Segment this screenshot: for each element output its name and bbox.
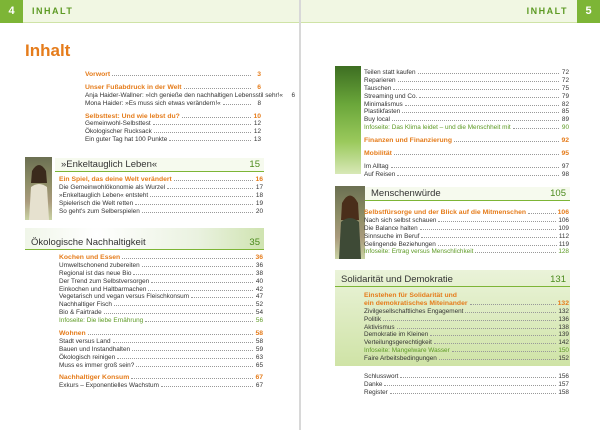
toc-entry-title: Nachhaltiger Konsum	[59, 374, 130, 382]
section-title: Menschenwürde	[371, 188, 441, 199]
toc-entry[interactable]	[59, 262, 263, 270]
toc-entry-page: 42	[255, 285, 263, 293]
toc-leader-dots	[419, 93, 559, 98]
toc-entry[interactable]	[364, 248, 569, 256]
toc-entry[interactable]	[59, 200, 263, 208]
toc-entry[interactable]	[364, 308, 569, 316]
left-page	[0, 0, 299, 430]
toc-entry[interactable]	[85, 84, 261, 92]
toc-entry-page: 97	[561, 162, 569, 170]
toc-entry-title: Plastikfasten	[364, 108, 401, 116]
toc-entry[interactable]	[59, 309, 263, 317]
toc-leader-dots	[418, 69, 559, 74]
section-heading-oekologisch	[25, 236, 264, 250]
toc-entry[interactable]	[364, 316, 569, 324]
toc-entry[interactable]	[364, 339, 569, 347]
toc-entry[interactable]	[59, 270, 263, 278]
toc-entry-page: 59	[255, 345, 263, 353]
toc-entry-title: Buy local	[364, 116, 390, 124]
section-page: 35	[249, 237, 260, 248]
section-heading-solidaritaet	[335, 273, 570, 287]
toc-intro-list	[85, 71, 295, 144]
toc-entry[interactable]	[59, 301, 263, 309]
toc-entry-title: Infoseite: Das Klima leidet – und die Menschheit mit	[364, 124, 511, 132]
toc-entry-title: Im Alltag	[364, 162, 389, 170]
section-page: 131	[550, 274, 566, 285]
toc-entry-page: 156	[558, 373, 569, 380]
toc-entry-title: Ökologisch reinigen	[59, 353, 116, 361]
toc-entry-page: 82	[561, 100, 569, 108]
toc-entry-title: Regional ist das neue Bio	[59, 269, 132, 277]
section-heading-enkeltauglich	[55, 158, 264, 172]
toc-entry-page: 67	[255, 374, 263, 382]
toc-entry-page: 106	[557, 209, 569, 216]
toc-entry[interactable]	[59, 208, 263, 216]
toc-entry-page: 67	[255, 382, 263, 390]
toc-entry-page: 158	[558, 388, 569, 396]
toc-entry[interactable]	[85, 113, 261, 121]
toc-entry-page: 98	[561, 170, 569, 178]
toc-leader-dots	[383, 316, 556, 321]
toc-leader-dots	[438, 217, 556, 222]
toc-leader-dots	[454, 137, 559, 142]
toc-entry-title: »Enkeltauglich Leben« entsteht	[59, 191, 149, 199]
toc-entry[interactable]	[59, 338, 263, 346]
toc-entry[interactable]	[364, 85, 569, 93]
toc-entry[interactable]	[85, 91, 295, 100]
toc-entry-page: 150	[558, 347, 569, 355]
toc-leader-dots	[135, 200, 253, 205]
toc-entry-page: 157	[558, 380, 569, 388]
toc-entry-title: Reparieren	[364, 76, 396, 84]
toc-entry-page: 16	[255, 176, 263, 183]
toc-leader-dots	[117, 354, 253, 359]
toc-leader-dots	[397, 324, 557, 329]
toc-entry[interactable]	[364, 217, 569, 225]
toc-leader-dots	[475, 248, 556, 253]
toc-leader-dots	[151, 278, 253, 283]
toc-entry-page: 72	[561, 69, 569, 76]
toc-entry-title: Mobilität	[364, 150, 392, 158]
toc-entry-page: 17	[255, 183, 263, 191]
toc-leader-dots	[223, 100, 251, 105]
toc-entry[interactable]	[364, 209, 569, 217]
page-number: 5	[577, 0, 600, 23]
toc-leader-dots	[430, 331, 556, 336]
toc-leader-dots	[150, 192, 253, 197]
toc-leader-dots	[390, 389, 557, 394]
toc-entry-title: Infoseite: Mangelware Wasser	[364, 347, 450, 355]
toc-leader-dots	[114, 301, 253, 306]
page-title: Inhalt	[25, 41, 71, 60]
toc-entry-title: Nachhaltiger Fisch	[59, 301, 112, 309]
toc-entry-title: Muss es immer groß sein?	[59, 361, 135, 369]
toc-entry-page: 6	[291, 91, 295, 99]
toc-entry[interactable]	[364, 108, 569, 116]
toc-entry-page: 18	[255, 191, 263, 199]
toc-entry[interactable]	[364, 101, 569, 109]
toc-entry-title: Einkochen und Haltbarmachen	[59, 285, 147, 293]
toc-entry[interactable]	[364, 171, 569, 179]
toc-entry-title: Die Gemeinwohlökonomie als Wurzel	[59, 183, 166, 191]
toc-leader-dots	[391, 163, 559, 168]
toc-solidaritaet-block	[364, 292, 569, 363]
toc-leader-dots	[400, 373, 556, 378]
toc-entry-title: Gemeinwohl-Selbsttest	[85, 120, 151, 128]
toc-entry-page: 10	[253, 112, 261, 120]
toc-leader-dots	[161, 382, 253, 387]
toc-entry-title: Selbsttest: Und wie lebst du?	[85, 112, 180, 120]
person-photo	[335, 186, 365, 259]
toc-entry-title: Stadt versus Land	[59, 337, 111, 345]
header-title: INHALT	[32, 6, 74, 16]
toc-leader-dots	[132, 346, 253, 351]
toc-entry-page: 142	[558, 339, 569, 347]
toc-entry-title: Schlusswort	[364, 373, 399, 380]
section-title: »Enkeltauglich Leben«	[61, 159, 158, 170]
toc-leader-dots	[182, 113, 251, 118]
toc-leader-dots	[392, 116, 559, 121]
toc-entry[interactable]	[364, 324, 569, 332]
toc-entry[interactable]	[59, 374, 263, 382]
section-page: 15	[249, 159, 260, 170]
toc-leader-dots	[465, 308, 556, 313]
toc-enkeltauglich-list	[59, 176, 263, 215]
toc-entry-page: 132	[558, 307, 569, 315]
toc-leader-dots	[113, 338, 253, 343]
toc-entry-title: Exkurs – Exponentielles Wachstum	[59, 382, 159, 390]
toc-leader-dots	[513, 124, 559, 129]
toc-entry-title: Finanzen und Finanzierung	[364, 137, 452, 145]
toc-entry-page: 95	[561, 150, 569, 158]
toc-entry-page: 36	[255, 254, 263, 261]
toc-entry-page: 54	[255, 309, 263, 317]
toc-entry-title: Infoseite: Die liebe Ernährung	[59, 317, 144, 325]
toc-leader-dots	[145, 317, 253, 322]
toc-heading-line: Einstehen für Solidarität und	[364, 292, 457, 299]
toc-entry-page: 92	[561, 137, 569, 145]
toc-leader-dots	[131, 374, 253, 379]
toc-entry-page: 6	[257, 83, 261, 91]
toc-entry[interactable]	[59, 176, 263, 184]
toc-entry-title: Kochen und Essen	[59, 254, 121, 261]
page-header	[0, 0, 299, 23]
toc-leader-dots	[142, 208, 253, 213]
toc-entry-title: Spielerisch die Welt retten	[59, 199, 134, 207]
toc-entry-title: Ökologischer Rucksack	[85, 128, 152, 136]
toc-end-list	[364, 373, 569, 397]
section-title: Ökologische Nachhaltigkeit	[31, 237, 146, 248]
toc-entry[interactable]	[364, 163, 569, 171]
toc-entry-page: 65	[255, 361, 263, 369]
toc-entry-title: So geht's zum Selberspielen	[59, 207, 140, 215]
toc-entry[interactable]	[85, 128, 261, 136]
toc-entry-title: Minimalismus	[364, 100, 403, 108]
toc-entry-page: 40	[255, 277, 263, 285]
toc-konsum-list	[364, 69, 569, 179]
toc-entry-page: 85	[561, 108, 569, 116]
toc-leader-dots	[393, 85, 559, 90]
toc-entry-title: Auf Reisen	[364, 170, 396, 178]
toc-entry[interactable]	[59, 286, 263, 294]
section-page: 105	[550, 188, 566, 199]
toc-leader-dots	[153, 120, 251, 125]
toc-entry-title: Aktivismus	[364, 323, 395, 331]
toc-entry-page: 119	[558, 240, 569, 248]
grass-photo	[335, 66, 361, 174]
toc-entry-page: 136	[558, 315, 569, 323]
toc-entry-page: 89	[561, 116, 569, 124]
toc-entry[interactable]	[59, 362, 263, 370]
toc-entry-title: Ein Spiel, das deine Welt verändert	[59, 176, 172, 183]
toc-entry-title: Unser Fußabdruck in der Welt	[85, 83, 182, 91]
toc-leader-dots	[122, 254, 253, 259]
toc-entry-title: Faire Arbeitsbedingungen	[364, 355, 437, 363]
toc-leader-dots	[133, 270, 253, 275]
toc-entry-page: 36	[255, 261, 263, 269]
toc-entry-title: Umweltschonend zubereiten	[59, 261, 140, 269]
toc-entry[interactable]	[364, 373, 569, 381]
toc-entry-title: Selbstfürsorge und der Blick auf die Mitmenschen	[364, 209, 527, 216]
page-number: 4	[0, 0, 23, 23]
toc-entry-page: 106	[558, 216, 569, 224]
toc-entry-title: Verteilungsgerechtigkeit	[364, 339, 432, 347]
toc-leader-dots	[112, 71, 251, 76]
toc-entry-title: Vegetarisch und vegan versus Fleischkonsum	[59, 293, 190, 301]
toc-entry[interactable]	[59, 346, 263, 354]
toc-entry[interactable]	[59, 192, 263, 200]
toc-leader-dots	[438, 241, 557, 246]
toc-entry[interactable]	[59, 184, 263, 192]
person-photo	[25, 157, 52, 220]
toc-entry-title: Wohnen	[59, 330, 86, 338]
toc-leader-dots	[420, 225, 557, 230]
toc-entry-title: Infoseite: Ertrag versus Menschlichkeit	[364, 248, 474, 256]
toc-entry-title: Der Trend zum Selbstversorgen	[59, 277, 150, 285]
toc-entry[interactable]	[59, 382, 263, 390]
toc-entry-title: Die Balance halten	[364, 224, 418, 232]
toc-leader-dots	[169, 136, 251, 141]
toc-entry-title: Politik	[364, 315, 382, 323]
toc-entry-page: 75	[561, 84, 569, 92]
toc-leader-dots	[439, 355, 556, 360]
toc-entry[interactable]	[85, 71, 261, 79]
toc-entry-title: Vorwort	[85, 71, 111, 78]
toc-entry-page: 3	[257, 71, 261, 78]
right-page	[301, 0, 600, 430]
toc-entry[interactable]	[59, 354, 263, 362]
toc-entry-page: 8	[257, 99, 261, 107]
toc-entry[interactable]	[59, 254, 263, 262]
toc-entry[interactable]	[364, 69, 569, 77]
toc-entry[interactable]	[364, 347, 569, 355]
toc-entry[interactable]	[59, 293, 263, 301]
toc-leader-dots	[184, 84, 251, 89]
toc-entry-page: 72	[561, 76, 569, 84]
toc-leader-dots	[104, 309, 253, 314]
toc-entry[interactable]	[364, 124, 569, 132]
toc-entry[interactable]	[364, 77, 569, 85]
toc-entry[interactable]	[364, 389, 569, 397]
toc-entry-title: Gelingende Beziehungen	[364, 240, 436, 248]
toc-entry-page: 13	[253, 136, 261, 144]
toc-leader-dots	[434, 339, 556, 344]
section-heading-menschenwuerde	[365, 187, 570, 201]
toc-leader-dots	[136, 362, 253, 367]
toc-leader-dots	[394, 150, 559, 155]
toc-leader-dots	[174, 176, 253, 181]
toc-leader-dots	[397, 171, 559, 176]
toc-leader-dots	[405, 101, 559, 106]
header-title: INHALT	[526, 6, 568, 16]
toc-entry[interactable]	[364, 331, 569, 339]
toc-entry-page: 52	[255, 301, 263, 309]
toc-entry-page: 112	[558, 232, 569, 240]
toc-menschenwuerde-list	[364, 209, 569, 256]
toc-entry-title: Anja Haider-Wallner: »Ich genieße den nachhaltigen Lebensstil sehr!«	[85, 91, 283, 99]
toc-entry[interactable]	[364, 233, 569, 241]
toc-entry-page: 56	[255, 317, 263, 325]
toc-entry-page: 139	[558, 331, 569, 339]
toc-leader-dots	[154, 128, 251, 133]
toc-entry-page: 20	[255, 207, 263, 215]
toc-leader-dots	[142, 262, 253, 267]
toc-entry-page: 79	[561, 92, 569, 100]
toc-entry-page: 58	[255, 330, 263, 338]
toc-entry-title: Nach sich selbst schauen	[364, 216, 437, 224]
toc-entry-title: Tauschen	[364, 84, 392, 92]
toc-entry-page: 90	[561, 124, 569, 132]
toc-entry-page: 128	[558, 248, 569, 256]
toc-leader-dots	[528, 209, 556, 214]
toc-leader-dots	[452, 347, 557, 352]
section-title: Solidarität und Demokratie	[341, 274, 453, 285]
toc-entry[interactable]	[364, 137, 569, 145]
toc-entry-title: Sinnsuche im Beruf	[364, 232, 420, 240]
toc-entry-page: 19	[255, 199, 263, 207]
toc-entry-title: Mona Haider: »Es muss sich etwas verändern!«	[85, 99, 221, 107]
toc-entry-title: Bauen und Instandhalten	[59, 345, 131, 353]
toc-entry-page: 12	[253, 128, 261, 136]
toc-leader-dots	[88, 330, 253, 335]
toc-entry-title: Teilen statt kaufen	[364, 69, 416, 76]
toc-entry[interactable]	[59, 330, 263, 338]
toc-entry[interactable]	[364, 381, 569, 389]
toc-solidaritaet-list	[364, 308, 569, 363]
toc-entry[interactable]	[59, 317, 263, 325]
toc-entry[interactable]	[364, 93, 569, 101]
toc-leader-dots	[148, 286, 253, 291]
toc-entry-title: Demokratie im Kleinen	[364, 331, 429, 339]
toc-entry-page: 152	[558, 355, 569, 363]
toc-entry-title: Zivilgesellschaftliches Engagement	[364, 307, 464, 315]
toc-leader-dots	[384, 381, 556, 386]
toc-entry-title: Register	[364, 388, 388, 396]
toc-heading-line: ein demokratisches Miteinander 132	[364, 299, 569, 307]
toc-entry-page: 58	[255, 337, 263, 345]
toc-entry[interactable]	[364, 116, 569, 124]
toc-entry-page: 138	[558, 323, 569, 331]
toc-leader-dots	[421, 233, 556, 238]
toc-oekologisch-list	[59, 254, 263, 390]
toc-entry-page: 109	[558, 224, 569, 232]
toc-entry[interactable]	[364, 150, 569, 158]
toc-entry-page: 63	[255, 353, 263, 361]
toc-leader-dots	[191, 293, 253, 298]
toc-leader-dots	[402, 108, 559, 113]
toc-entry[interactable]	[364, 241, 569, 249]
toc-leader-dots	[398, 77, 559, 82]
toc-entry[interactable]	[59, 278, 263, 286]
toc-entry-page: 12	[253, 120, 261, 128]
toc-entry[interactable]	[85, 100, 261, 108]
toc-entry-title: Ein guter Tag hat 100 Punkte	[85, 136, 168, 144]
toc-entry-title: Bio & Fairtrade	[59, 309, 102, 317]
toc-entry-title: Streaming und Co.	[364, 92, 418, 100]
toc-entry[interactable]	[85, 136, 261, 144]
toc-entry-page: 47	[255, 293, 263, 301]
toc-entry[interactable]	[364, 355, 569, 363]
toc-entry-page: 38	[255, 269, 263, 277]
toc-entry[interactable]	[364, 225, 569, 233]
page-header	[301, 0, 600, 23]
toc-leader-dots	[167, 184, 253, 189]
toc-entry-title: Danke	[364, 380, 383, 388]
